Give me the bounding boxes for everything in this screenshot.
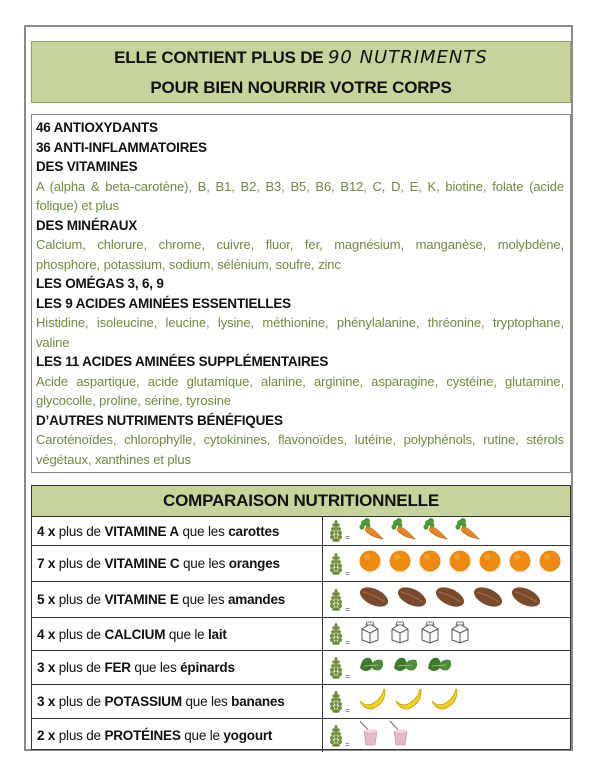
almond-icon bbox=[434, 586, 466, 613]
plus-de: plus de bbox=[58, 660, 101, 675]
food-name: épinards bbox=[180, 660, 235, 675]
comparison-claim bbox=[32, 685, 323, 718]
plus-de: plus de bbox=[58, 728, 101, 743]
plus-de: plus de bbox=[58, 694, 101, 709]
title-script-count: 90 NUTRIMENTS bbox=[327, 47, 488, 68]
orange-icon bbox=[388, 549, 412, 578]
comparison-row bbox=[32, 651, 570, 685]
nutrient-name: VITAMINE E bbox=[104, 592, 179, 607]
nutrient-name: VITAMINE A bbox=[104, 523, 179, 539]
equals-sign: = bbox=[345, 533, 350, 542]
minerals-heading: DES MINÉRAUX bbox=[36, 217, 138, 233]
comparison-row bbox=[32, 517, 570, 546]
equals-sign: = bbox=[345, 740, 350, 749]
multiplier: 4 x bbox=[37, 523, 56, 539]
carrot-icon bbox=[358, 517, 384, 546]
almond-icon bbox=[510, 586, 542, 613]
comparison-visual bbox=[323, 618, 570, 650]
antioxidants-heading: 46 ANTIOXYDANTS bbox=[36, 120, 158, 135]
comparison-claim bbox=[32, 719, 323, 752]
spinach-icon bbox=[426, 654, 454, 681]
food-name: yogourt bbox=[223, 728, 273, 743]
other-nutrients-text: Caroténoïdes, chlorophylle, cytokinines, flavonoïdes, lutéine, polyphénols, rutine, stérols végétaux, xanthines et plus bbox=[36, 432, 564, 467]
equals-sign: = bbox=[345, 605, 350, 614]
yogurt-icon bbox=[358, 720, 382, 751]
banana-icon bbox=[430, 687, 460, 716]
comparison-claim bbox=[32, 582, 323, 617]
almond-icon bbox=[358, 586, 390, 613]
carrot-icon bbox=[422, 517, 448, 546]
equals-sign: = bbox=[345, 706, 350, 715]
milk-carton-icon bbox=[388, 620, 412, 649]
que-text: que les bbox=[134, 660, 177, 675]
orange-icon bbox=[538, 549, 562, 578]
milk-carton-icon bbox=[448, 620, 472, 649]
plus-de: plus de bbox=[58, 626, 101, 642]
comparison-row bbox=[32, 582, 570, 618]
que-text: que les bbox=[183, 556, 226, 571]
que-text: que les bbox=[182, 592, 225, 607]
essential-amino-heading: LES 9 ACIDES AMINÉES ESSENTIELLES bbox=[36, 295, 291, 311]
orange-icon bbox=[508, 549, 532, 578]
carrot-icon bbox=[390, 517, 416, 546]
nutrient-name: FER bbox=[104, 660, 131, 675]
comparison-heading: COMPARAISON NUTRITIONNELLE bbox=[32, 486, 570, 517]
equals-sign: = bbox=[345, 569, 350, 578]
moringa-icon bbox=[329, 656, 343, 680]
food-name: lait bbox=[208, 626, 227, 642]
other-nutrients-heading: D’AUTRES NUTRIMENTS BÉNÉFIQUES bbox=[36, 412, 283, 428]
title-line-1 bbox=[32, 47, 570, 68]
que-text: que le bbox=[184, 728, 220, 743]
multiplier: 3 x bbox=[37, 694, 56, 709]
vitamins-heading: DES VITAMINES bbox=[36, 159, 138, 174]
multiplier: 4 x bbox=[37, 626, 56, 642]
comparison-rows bbox=[32, 517, 570, 752]
que-text: que les bbox=[185, 694, 228, 709]
anti-inflammatory-heading: 36 ANTI-INFLAMMATOIRES bbox=[36, 139, 207, 155]
comparison-row bbox=[32, 618, 570, 651]
multiplier: 2 x bbox=[37, 728, 56, 743]
comparison-claim bbox=[32, 618, 323, 650]
que-text: que le bbox=[168, 626, 205, 642]
spinach-icon bbox=[392, 654, 420, 681]
food-name: oranges bbox=[228, 556, 280, 571]
banana-icon bbox=[358, 687, 388, 716]
nutrient-name: CALCIUM bbox=[104, 626, 166, 642]
multiplier: 3 x bbox=[37, 660, 56, 675]
banana-icon bbox=[394, 687, 424, 716]
comparison-claim bbox=[32, 651, 323, 684]
nutrient-name: VITAMINE C bbox=[104, 556, 180, 571]
food-name: bananes bbox=[231, 694, 285, 709]
orange-icon bbox=[478, 549, 502, 578]
vitamins-text: A (alpha & beta-carotène), B, B1, B2, B3, B5, B6, B12, C, D, E, K, biotine, folate (acide folique) et plus bbox=[36, 178, 564, 213]
spinach-icon bbox=[358, 654, 386, 681]
plus-de: plus de bbox=[58, 592, 101, 607]
comparison-visual bbox=[323, 685, 570, 718]
title-banner bbox=[31, 41, 571, 103]
multiplier: 7 x bbox=[37, 556, 56, 571]
comparison-visual bbox=[323, 719, 570, 752]
equals-sign: = bbox=[345, 638, 350, 647]
food-name: amandes bbox=[227, 592, 286, 607]
comparison-visual bbox=[323, 582, 570, 617]
essential-amino-text: Histidine, isoleucine, leucine, lysine, méthionine, phénylalanine, thréonine, tryptophane, valine bbox=[36, 315, 564, 350]
que-text: que les bbox=[182, 523, 225, 539]
milk-carton-icon bbox=[418, 620, 442, 649]
plus-de: plus de bbox=[58, 556, 101, 571]
comparison-row bbox=[32, 685, 570, 719]
omegas-heading: LES OMÉGAS 3, 6, 9 bbox=[36, 276, 164, 291]
milk-carton-icon bbox=[358, 620, 382, 649]
moringa-icon bbox=[329, 588, 343, 612]
almond-icon bbox=[396, 586, 428, 613]
minerals-text: Calcium, chlorure, chrome, cuivre, fluor, fer, magnésium, manganèse, molybdène, phosphore, potassium, sodium, sélénium, soufre, zinc bbox=[36, 237, 564, 272]
comparison-row bbox=[32, 546, 570, 582]
moringa-icon bbox=[329, 724, 343, 748]
comparison-visual bbox=[323, 651, 570, 684]
nutrient-name: POTASSIUM bbox=[104, 694, 182, 709]
plus-de: plus de bbox=[58, 523, 101, 539]
supplementary-amino-heading: LES 11 ACIDES AMINÉES SUPPLÉMENTAIRES bbox=[36, 354, 329, 369]
comparison-claim bbox=[32, 517, 323, 545]
orange-icon bbox=[448, 549, 472, 578]
multiplier: 5 x bbox=[37, 592, 56, 607]
title-line-2: POUR BIEN NOURRIR VOTRE CORPS bbox=[150, 78, 452, 97]
orange-icon bbox=[418, 549, 442, 578]
nutrient-name: PROTÉINES bbox=[104, 728, 181, 743]
orange-icon bbox=[358, 549, 382, 578]
yogurt-icon bbox=[388, 720, 412, 751]
carrot-icon bbox=[454, 517, 480, 546]
moringa-icon bbox=[329, 552, 343, 576]
equals-sign: = bbox=[345, 672, 350, 681]
comparison-claim bbox=[32, 546, 323, 581]
moringa-icon bbox=[329, 519, 343, 543]
moringa-icon bbox=[329, 690, 343, 714]
comparison-visual bbox=[323, 517, 570, 545]
supplementary-amino-text: Acide aspartique, acide glutamique, alanine, arginine, asparagine, cystéine, glutamine, glycocolle, proline, sérine, tyrosine bbox=[36, 373, 564, 408]
food-name: carottes bbox=[228, 523, 280, 539]
nutrients-box bbox=[31, 114, 571, 473]
almond-icon bbox=[472, 586, 504, 613]
moringa-icon bbox=[329, 622, 343, 646]
comparison-row bbox=[32, 719, 570, 752]
comparison-table bbox=[31, 485, 571, 750]
title-prefix: ELLE CONTIENT PLUS DE bbox=[114, 48, 324, 67]
comparison-visual bbox=[323, 546, 570, 581]
